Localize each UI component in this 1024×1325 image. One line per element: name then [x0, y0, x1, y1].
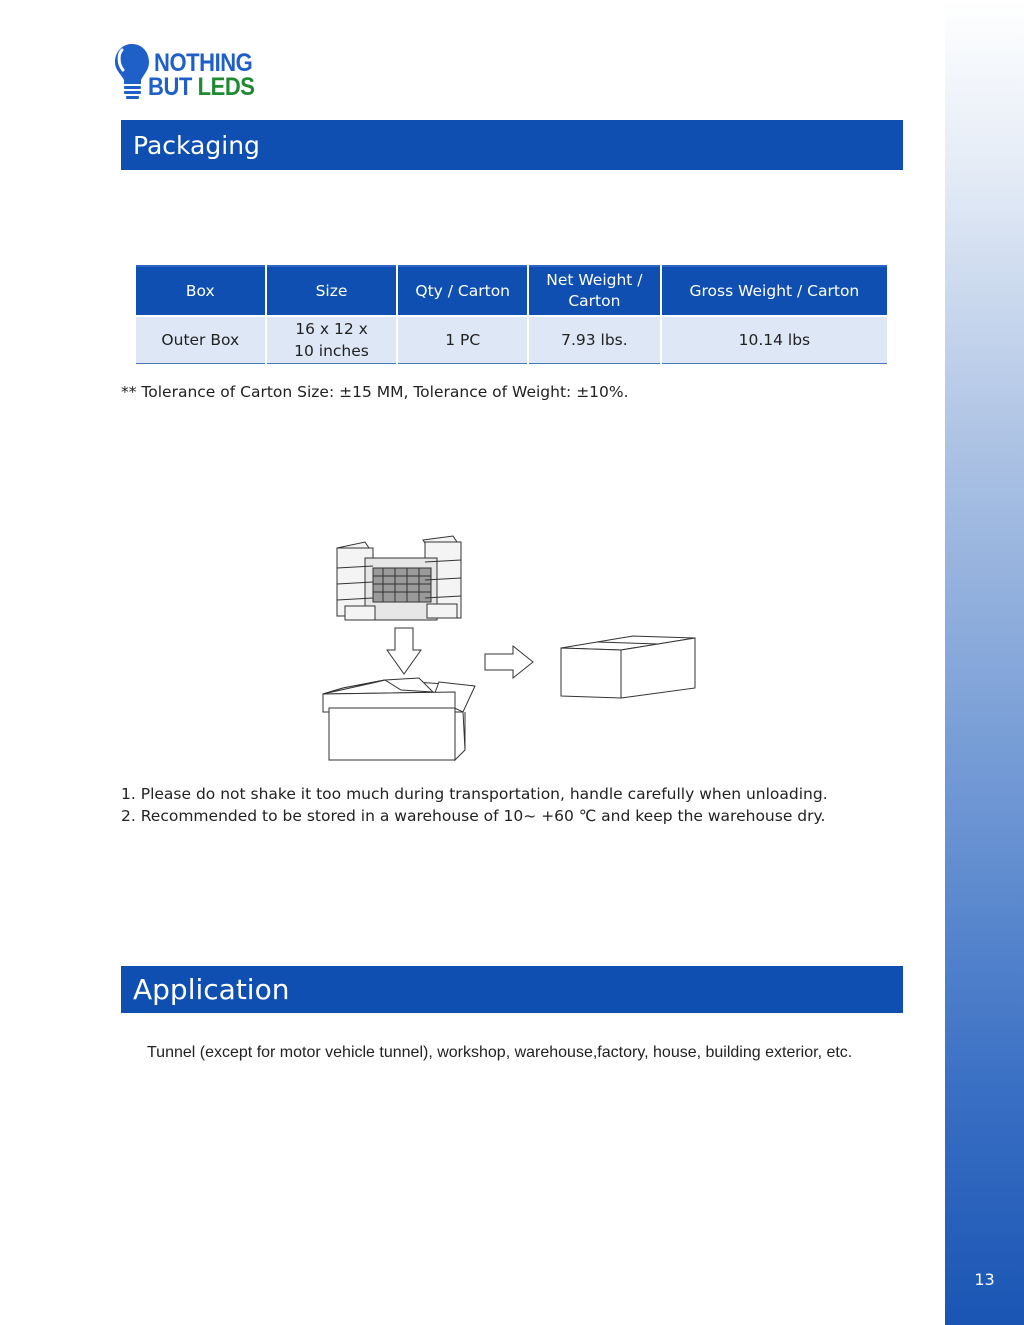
cell-size: 16 x 12 x 10 inches — [267, 315, 397, 364]
cell-gross-weight: 10.14 lbs — [662, 315, 887, 364]
logo-line-2 — [148, 75, 255, 100]
header-size: Size — [267, 265, 397, 315]
section-title-application: Application — [121, 966, 903, 1013]
product-stack-illustration — [337, 536, 461, 620]
right-arrow-icon — [485, 646, 533, 678]
open-box-illustration — [323, 678, 475, 760]
header-qty: Qty / Carton — [398, 265, 527, 315]
cell-qty: 1 PC — [398, 315, 527, 364]
packaging-table — [134, 265, 889, 364]
handling-instructions — [121, 783, 828, 827]
page-number: 13 — [974, 1270, 995, 1289]
table-header-row — [136, 265, 887, 315]
company-logo — [112, 40, 272, 102]
tolerance-note: ** Tolerance of Carton Size: ±15 MM, Tolerance of Weight: ±10%. — [121, 383, 629, 401]
cell-net-weight: 7.93 lbs. — [529, 315, 660, 364]
instruction-1: 1. Please do not shake it too much during transportation, handle carefully when unloading. — [121, 785, 828, 803]
application-description: Tunnel (except for motor vehicle tunnel), workshop, warehouse,factory, house, building exterior, etc. — [147, 1044, 853, 1061]
packaging-diagram — [315, 528, 705, 768]
down-arrow-icon — [387, 628, 421, 674]
header-box: Box — [136, 265, 265, 315]
header-gross-weight: Gross Weight / Carton — [662, 265, 887, 315]
instruction-2: 2. Recommended to be stored in a warehouse of 10~ +60 ℃ and keep the warehouse dry. — [121, 807, 826, 825]
closed-box-illustration — [561, 636, 695, 698]
lightbulb-icon — [112, 40, 152, 102]
table-row — [136, 315, 887, 364]
logo-leds: LEDS — [197, 73, 255, 101]
cell-box: Outer Box — [136, 315, 265, 364]
logo-line-1: NOTHING — [154, 49, 253, 77]
decorative-sidebar — [945, 0, 1024, 1325]
logo-but: BUT — [148, 73, 192, 101]
header-net-weight: Net Weight / Carton — [529, 265, 660, 315]
section-title-packaging: Packaging — [121, 120, 903, 170]
